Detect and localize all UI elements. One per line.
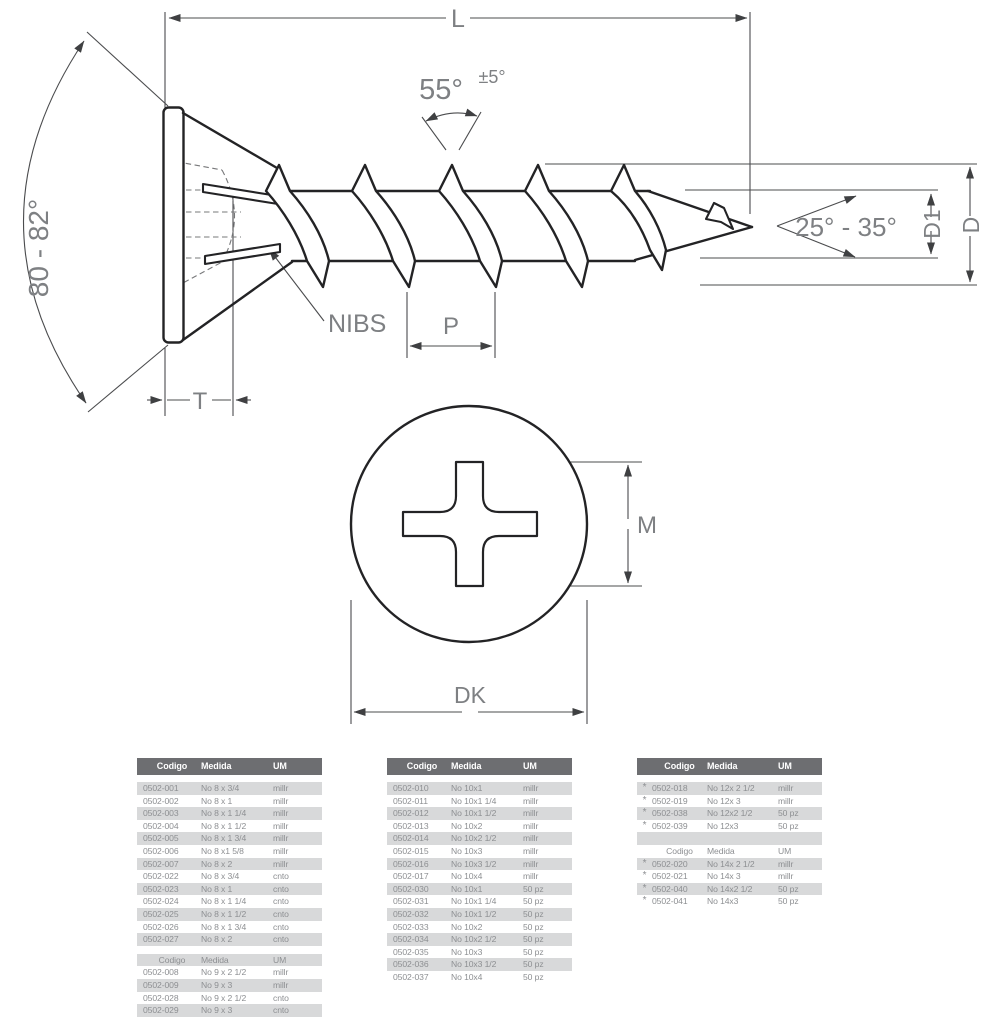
cell-medida: No 10x3 1/2 <box>451 959 497 970</box>
cell-codigo: 0502-019 <box>652 795 688 806</box>
cell-um: 50 pz <box>523 896 544 907</box>
table-gap <box>387 775 572 782</box>
cell-codigo: 0502-001 <box>143 783 179 793</box>
table-row <box>137 820 322 833</box>
cell-um: 50 pz <box>778 883 799 894</box>
table-gap <box>137 775 322 782</box>
cell-um: cnto <box>273 921 289 932</box>
cell-um: cnto <box>273 871 289 882</box>
cell-codigo: 0502-036 <box>393 959 429 970</box>
cell-medida: No 9 x 3 <box>201 1005 233 1016</box>
cell-codigo: 0502-030 <box>393 883 429 894</box>
cell-um: millr <box>273 795 289 806</box>
cell-codigo: 0502-020 <box>652 858 688 869</box>
cell-um: millr <box>273 783 289 793</box>
thread-blade <box>611 165 666 270</box>
head-flat-face <box>164 108 184 343</box>
column-header-medida: Medida <box>707 845 735 856</box>
cell-codigo: 0502-025 <box>143 908 179 919</box>
column-header-codigo: Codigo <box>666 845 693 856</box>
cell-um: millr <box>273 833 289 844</box>
cell-medida: No 10x4 <box>451 871 483 882</box>
cell-medida: No 12x2 1/2 <box>707 808 753 819</box>
table-row <box>137 908 322 921</box>
cell-codigo: 0502-017 <box>393 871 429 882</box>
cell-medida: No 8 x 2 <box>201 934 233 945</box>
tip-thread-blade <box>706 203 733 229</box>
cell-codigo: 0502-038 <box>652 808 688 819</box>
cell-um: 50 pz <box>523 959 544 970</box>
table-row <box>387 807 572 820</box>
column-header-codigo: Codigo <box>156 761 188 771</box>
cell-codigo: 0502-040 <box>652 883 688 894</box>
column-header-codigo: Codigo <box>406 761 438 771</box>
cell-codigo: 0502-029 <box>143 1005 179 1016</box>
cell-codigo: 0502-013 <box>393 820 429 831</box>
cell-medida: No 9 x 2 1/2 <box>201 967 247 978</box>
column-header-medida: Medida <box>201 761 232 771</box>
cell-medida: No 8 x 1 1/2 <box>201 820 247 831</box>
table-header-row <box>387 758 572 775</box>
cell-um: millr <box>273 845 289 856</box>
table-row <box>137 870 322 883</box>
table-header-row <box>137 758 322 775</box>
cell-medida: No 14x 3 <box>707 871 741 882</box>
cell-medida: No 10x2 1/2 <box>451 934 497 945</box>
cell-codigo: 0502-012 <box>393 808 429 819</box>
column-header-um: UM <box>273 761 287 771</box>
cell-medida: No 9 x 2 1/2 <box>201 992 247 1003</box>
cell-um: cnto <box>273 908 289 919</box>
cell-medida: No 12x 3 <box>707 795 741 806</box>
cell-codigo: 0502-031 <box>393 896 429 907</box>
cell-codigo: 0502-032 <box>393 908 429 919</box>
thread-blade <box>266 165 329 287</box>
cell-codigo: 0502-008 <box>143 967 179 978</box>
table-gap <box>137 946 322 954</box>
table-header-row <box>637 758 822 775</box>
cell-codigo: 0502-026 <box>143 921 179 932</box>
cell-medida: No 10x2 1/2 <box>451 833 497 844</box>
cell-medida: No 12x3 <box>707 820 739 831</box>
head-cone-top <box>183 113 277 168</box>
cell-medida: No 10x2 <box>451 921 483 932</box>
table-row <box>387 908 572 921</box>
cell-um: 50 pz <box>523 946 544 957</box>
table-row <box>637 858 822 871</box>
cell-um: cnto <box>273 883 289 894</box>
cell-codigo: 0502-023 <box>143 883 179 894</box>
cell-um: 50 pz <box>523 971 544 982</box>
cell-um: 50 pz <box>778 808 799 819</box>
table-row <box>137 966 322 979</box>
table-row <box>387 921 572 934</box>
column-header-um: UM <box>778 761 792 771</box>
cell-um: cnto <box>273 992 289 1003</box>
cell-medida: No 10x1 1/2 <box>451 808 497 819</box>
table-row <box>137 845 322 858</box>
cell-codigo: 0502-006 <box>143 845 179 856</box>
label-head-diameter: DK <box>454 682 486 708</box>
cell-um: 50 pz <box>778 896 799 907</box>
table-row <box>137 807 322 820</box>
row-star-marker: * <box>642 870 647 882</box>
column-header-medida: Medida <box>201 954 229 965</box>
cell-codigo: 0502-018 <box>652 783 688 793</box>
label-pitch: P <box>442 313 460 340</box>
cell-um: cnto <box>273 934 289 945</box>
table-row <box>637 883 822 896</box>
cell-medida: No 8 x 1 <box>201 795 233 806</box>
table-no8-no9 <box>137 758 322 1017</box>
table-row <box>637 870 822 883</box>
cell-codigo: 0502-014 <box>393 833 429 844</box>
cell-codigo: 0502-021 <box>652 871 688 882</box>
cell-codigo: 0502-039 <box>652 820 688 831</box>
cell-um: millr <box>273 808 289 819</box>
label-recess-angle-tolerance: ±5° <box>478 67 506 87</box>
row-star-marker: * <box>642 882 647 894</box>
table-row <box>637 807 822 820</box>
cell-um: millr <box>523 845 539 856</box>
cell-medida: No 10x1 1/2 <box>451 908 497 919</box>
label-head-height: T <box>192 388 208 415</box>
cell-codigo: 0502-027 <box>143 934 179 945</box>
label-tip-angle: 25° - 35° <box>795 212 897 242</box>
cell-um: 50 pz <box>523 921 544 932</box>
cell-medida: No 10x4 <box>451 971 483 982</box>
cell-codigo: 0502-004 <box>143 820 179 831</box>
cell-um: millr <box>523 783 539 793</box>
table-row <box>387 895 572 908</box>
cell-codigo: 0502-037 <box>393 971 429 982</box>
cell-um: millr <box>523 795 539 806</box>
table-row <box>137 992 322 1005</box>
label-recess-width: M <box>637 512 657 539</box>
cell-medida: No 9 x 3 <box>201 979 233 990</box>
label-outer-diameter: D <box>958 216 984 234</box>
cell-codigo: 0502-033 <box>393 921 429 932</box>
cell-codigo: 0502-034 <box>393 934 429 945</box>
nib-bottom <box>205 244 280 264</box>
cell-medida: No 8 x 1 1/4 <box>201 896 247 907</box>
cell-medida: No 8 x 1 1/2 <box>201 908 247 919</box>
column-header-um: UM <box>273 954 287 965</box>
label-length: L <box>451 5 465 33</box>
row-star-marker: * <box>642 807 647 819</box>
thread-blade <box>439 165 502 287</box>
table-row <box>137 795 322 808</box>
table-row <box>137 895 322 908</box>
cell-codigo: 0502-009 <box>143 979 179 990</box>
table-row <box>387 845 572 858</box>
cell-medida: No 8 x 2 <box>201 858 233 869</box>
cell-medida: No 8 x 3/4 <box>201 783 240 793</box>
cell-codigo: 0502-003 <box>143 808 179 819</box>
thread-blade <box>352 165 415 287</box>
table-subheader-row <box>137 954 322 967</box>
cell-um: millr <box>273 967 289 978</box>
cell-um: 50 pz <box>523 883 544 894</box>
cell-um: cnto <box>273 1005 289 1016</box>
table-gap <box>637 775 822 782</box>
cell-codigo: 0502-007 <box>143 858 179 869</box>
row-star-marker: * <box>642 782 647 793</box>
cell-codigo: 0502-022 <box>143 871 179 882</box>
table-row <box>137 883 322 896</box>
table-row <box>387 958 572 971</box>
column-header-um: UM <box>523 761 537 771</box>
cell-um: millr <box>778 871 794 882</box>
label-nibs: NIBS <box>328 310 387 338</box>
screw-side-view <box>164 108 753 343</box>
table-row <box>387 782 572 795</box>
head-cone-bottom <box>183 262 292 340</box>
table-no12-no14 <box>637 758 822 908</box>
blank-row <box>637 832 822 845</box>
cell-medida: No 10x1 <box>451 783 483 793</box>
cell-um: millr <box>778 783 794 793</box>
cell-medida: No 8 x1 5/8 <box>201 845 244 856</box>
table-row <box>387 832 572 845</box>
cell-codigo: 0502-035 <box>393 946 429 957</box>
table-row <box>387 870 572 883</box>
cell-um: millr <box>273 858 289 869</box>
cell-medida: No 14x 2 1/2 <box>707 858 755 869</box>
cell-um: millr <box>273 979 289 990</box>
cell-medida: No 10x1 <box>451 883 483 894</box>
cell-um: millr <box>523 833 539 844</box>
table-row <box>637 895 822 908</box>
table-row <box>387 933 572 946</box>
column-header-codigo: Codigo <box>158 954 186 965</box>
cell-medida: No 10x1 1/4 <box>451 896 497 907</box>
row-star-marker: * <box>642 857 647 869</box>
cell-codigo: 0502-041 <box>652 896 688 907</box>
cell-medida: No 8 x 1 3/4 <box>201 833 247 844</box>
table-no10 <box>387 758 572 984</box>
cell-medida: No 8 x 3/4 <box>201 871 240 882</box>
cell-medida: No 10x3 <box>451 845 483 856</box>
cell-codigo: 0502-028 <box>143 992 179 1003</box>
cell-medida: No 8 x 1 1/4 <box>201 808 247 819</box>
cell-um: cnto <box>273 896 289 907</box>
table-row <box>637 820 822 833</box>
cell-codigo: 0502-024 <box>143 896 179 907</box>
cell-medida: No 10x2 <box>451 820 483 831</box>
cell-um: 50 pz <box>523 908 544 919</box>
cell-um: millr <box>523 820 539 831</box>
table-row <box>637 782 822 795</box>
tip-taper-top <box>648 191 752 227</box>
cell-medida: No 14x3 <box>707 896 739 907</box>
column-header-medida: Medida <box>707 761 738 771</box>
table-row <box>637 795 822 808</box>
table-row <box>137 782 322 795</box>
cell-um: 50 pz <box>778 820 799 831</box>
table-row <box>387 795 572 808</box>
column-header-medida: Medida <box>451 761 482 771</box>
cell-medida: No 10x3 1/2 <box>451 858 497 869</box>
cell-codigo: 0502-002 <box>143 795 179 806</box>
table-row <box>387 971 572 984</box>
cell-codigo: 0502-016 <box>393 858 429 869</box>
cell-um: millr <box>523 808 539 819</box>
cell-medida: No 8 x 1 <box>201 883 233 894</box>
cell-codigo: 0502-010 <box>393 783 429 793</box>
label-core-diameter: D1 <box>919 209 945 239</box>
cell-um: millr <box>273 820 289 831</box>
table-row <box>137 1004 322 1017</box>
cell-um: millr <box>523 871 539 882</box>
label-head-angle: 80 - 82° <box>23 198 54 298</box>
table-row <box>137 933 322 946</box>
row-star-marker: * <box>642 895 647 907</box>
cell-um: 50 pz <box>523 934 544 945</box>
cell-medida: No 14x2 1/2 <box>707 883 753 894</box>
cell-medida: No 12x 2 1/2 <box>707 783 755 793</box>
table-row <box>387 858 572 871</box>
table-row <box>387 883 572 896</box>
row-star-marker: * <box>642 794 647 806</box>
table-subheader-row <box>637 845 822 858</box>
column-header-codigo: Codigo <box>664 761 695 771</box>
cell-codigo: 0502-011 <box>393 795 428 806</box>
screw-head-top-view <box>351 406 587 642</box>
label-recess-angle: 55° <box>419 74 463 106</box>
table-row <box>137 832 322 845</box>
cell-codigo: 0502-015 <box>393 845 429 856</box>
recess-angle-arc <box>426 113 477 121</box>
table-row <box>137 921 322 934</box>
thread-blade <box>525 165 588 287</box>
cell-medida: No 8 x 1 3/4 <box>201 921 247 932</box>
row-star-marker: * <box>642 819 647 831</box>
cell-um: millr <box>778 858 794 869</box>
cell-codigo: 0502-005 <box>143 833 179 844</box>
table-row <box>137 858 322 871</box>
cell-medida: No 10x1 1/4 <box>451 795 497 806</box>
column-header-um: UM <box>778 845 792 856</box>
table-row <box>387 820 572 833</box>
table-row <box>137 979 322 992</box>
cell-medida: No 10x3 <box>451 946 483 957</box>
cell-um: millr <box>778 795 794 806</box>
table-row <box>387 946 572 959</box>
cell-um: millr <box>523 858 539 869</box>
